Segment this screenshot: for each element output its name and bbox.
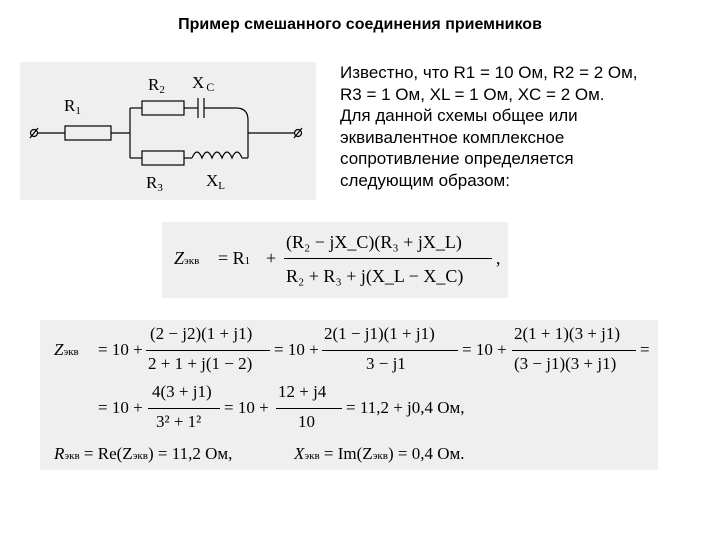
calc-denominator: 2 + 1 + j(1 − 2) (148, 354, 253, 373)
formula-comma: , (496, 248, 501, 268)
problem-statement (340, 62, 712, 191)
calc-denominator: 3 − j1 (366, 354, 406, 373)
resistor-r3 (142, 151, 184, 165)
calc-numerator: 12 + j4 (278, 382, 327, 401)
fraction-bar (146, 350, 270, 351)
label-r2: R2 (148, 75, 165, 96)
calc-term: = 10 + (98, 340, 143, 359)
slide-title: Пример смешанного соединения приемников (178, 16, 542, 33)
statement-line: эквивалентное комплексное (340, 127, 565, 147)
circuit-schematic (20, 62, 316, 200)
formula-lhs: Zэкв (174, 248, 200, 268)
calc-numerator: 2(1 + 1)(3 + j1) (514, 324, 621, 343)
calc-denominator: (3 − j1)(3 + j1) (514, 354, 617, 373)
calc-lhs: Zэкв (54, 340, 79, 359)
label-r3: R3 (146, 173, 163, 194)
calculation (40, 320, 658, 470)
formula-numerator: (R₂ − jX_C)(R₃ + jX_L) (286, 232, 462, 252)
statement-line: сопротивление определяется (340, 149, 574, 168)
label-xl: XL (206, 171, 226, 192)
calc-term: = 10 + (462, 340, 507, 359)
fraction-bar (148, 408, 220, 409)
statement-line: следующим образом: (340, 170, 510, 190)
calc-numerator: (2 − j2)(1 + j1) (150, 324, 253, 343)
calc-term: = 10 + (224, 398, 269, 417)
statement-line: Для данной схемы общее или (340, 106, 578, 125)
label-r1: R1 (64, 96, 81, 117)
formula-plus: + (266, 248, 277, 268)
r-equivalent: Rэкв = Re(Zэкв) = 11,2 Ом, (54, 444, 233, 463)
calc-term: = 10 + (274, 340, 319, 359)
fraction-bar (276, 408, 342, 409)
equivalent-impedance-formula (162, 222, 508, 298)
calc-denominator: 3² + 1² (156, 412, 202, 431)
circuit-diagram (20, 62, 316, 200)
formula-r1: = R1 (218, 248, 251, 268)
x-equivalent: Xэкв = Im(Zэкв) = 0,4 Ом. (294, 444, 465, 463)
statement-line: Известно, что R1 = 10 Ом, R2 = 2 Ом, (340, 63, 638, 82)
calc-numerator: 2(1 − j1)(1 + j1) (324, 324, 435, 343)
resistor-r1 (65, 126, 111, 140)
calc-denominator: 10 (298, 412, 315, 431)
statement-line: R3 = 1 Ом, XL = 1 Ом, XC = 2 Ом. (340, 84, 605, 104)
fraction-bar (512, 350, 636, 351)
calc-result: = 11,2 + j0,4 Ом, (346, 398, 465, 417)
calc-term: = 10 + (98, 398, 143, 417)
formula-denominator: R₂ + R₃ + j(X_L − X_C) (286, 266, 464, 286)
label-xc: X C (192, 73, 215, 94)
fraction-bar (322, 350, 458, 351)
calc-term: = (640, 340, 650, 359)
resistor-r2 (142, 101, 184, 115)
fraction-bar (284, 258, 492, 259)
inductor-coil (192, 152, 242, 158)
calc-numerator: 4(3 + j1) (152, 382, 212, 401)
